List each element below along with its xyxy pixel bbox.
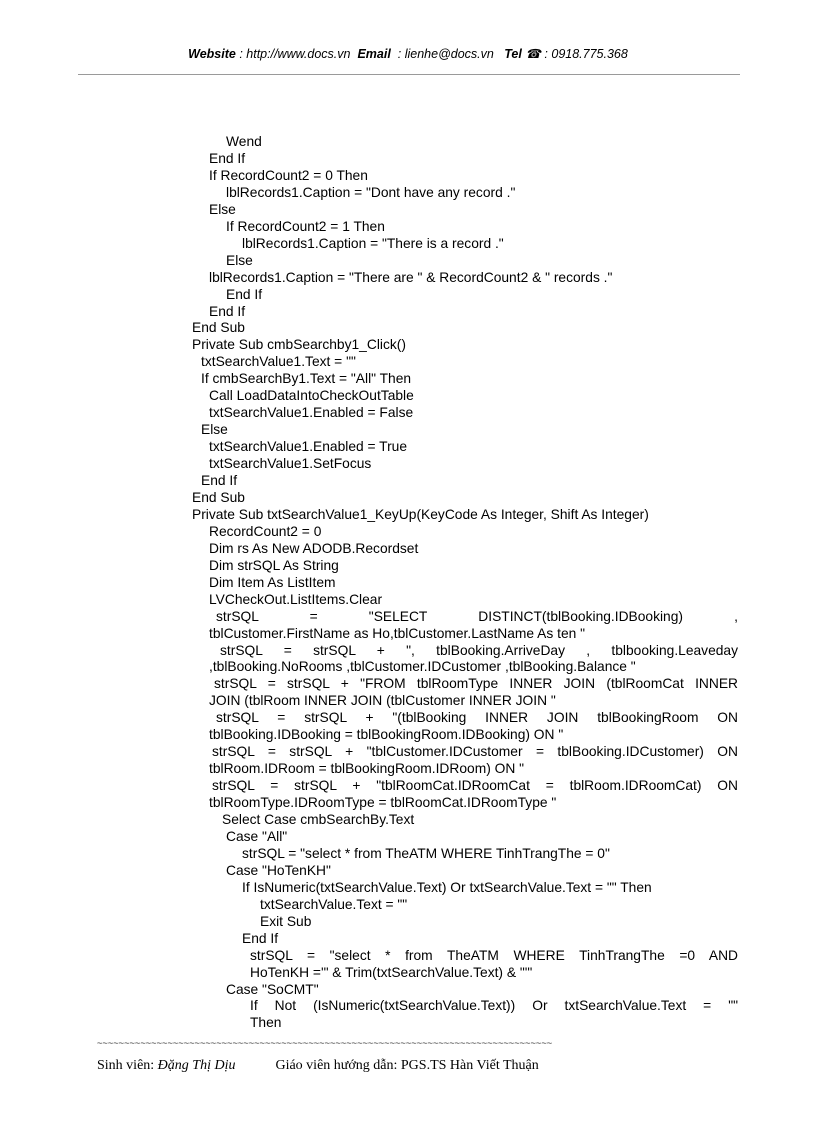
code-line: tblRoom.IDRoom = tblBookingRoom.IDRoom) ON ": [209, 761, 525, 777]
code-line: strSQL = strSQL + "(tblBooking INNER JOIN tblBookingRoom ON: [216, 710, 738, 726]
code-line: JOIN (tblRoom INNER JOIN (tblCustomer INNER JOIN ": [209, 693, 556, 709]
student-label: Sinh viên:: [97, 1058, 155, 1073]
page-footer: [97, 1058, 539, 1074]
code-line: strSQL = strSQL + "tblRoomCat.IDRoomCat = tblRoom.IDRoomCat) ON: [212, 778, 738, 794]
code-line: Case "All": [226, 828, 288, 844]
code-line: Exit Sub: [260, 913, 312, 929]
code-line: Dim strSQL As String: [209, 557, 339, 573]
footer-divider: ~~~~~~~~~~~~~~~~~~~~~~~~~~~~~~~~~~~~~~~~~~~~~~~~~~~~~~~~~~~~~~~~~~~~~~~~~~~~~~~~~~~~: [97, 1041, 553, 1047]
tel-value: : 0918.775.368: [544, 47, 628, 61]
code-line: Else: [201, 422, 228, 438]
code-line: Dim rs As New ADODB.Recordset: [209, 540, 419, 556]
code-line: strSQL = "select * from TheATM WHERE TinhTrangThe =0 AND: [250, 947, 738, 963]
code-line: If cmbSearchBy1.Text = "All" Then: [201, 371, 412, 387]
code-line: End Sub: [192, 320, 245, 336]
code-line: strSQL = strSQL + ", tblBooking.ArriveDay , tblbooking.Leaveday: [220, 642, 738, 658]
code-line: End If: [209, 150, 246, 166]
code-line: ,tblBooking.NoRooms ,tblCustomer.IDCustomer ,tblBooking.Balance ": [209, 659, 636, 675]
code-line: txtSearchValue1.Enabled = True: [209, 439, 408, 455]
code-line: txtSearchValue.Text = "": [260, 896, 408, 912]
code-line: txtSearchValue1.Text = "": [201, 354, 356, 370]
code-line: If RecordCount2 = 0 Then: [209, 167, 368, 183]
code-line: End If: [201, 473, 238, 488]
code-line: txtSearchValue1.SetFocus: [209, 456, 372, 472]
tel-label: Tel: [504, 47, 522, 61]
code-line: Else: [209, 201, 236, 217]
code-line: Else: [226, 252, 253, 268]
code-line: lblRecords1.Caption = "There are " & RecordCount2 & " records .": [209, 269, 613, 285]
code-line: strSQL = strSQL + "tblCustomer.IDCustomer = tblBooking.IDCustomer) ON: [212, 744, 738, 760]
code-line: Call LoadDataIntoCheckOutTable: [209, 388, 414, 404]
header-divider: [78, 74, 740, 75]
code-line: HoTenKH ='" & Trim(txtSearchValue.Text) & "'": [250, 964, 533, 980]
phone-icon: ☎: [525, 47, 541, 61]
code-line: Case "HoTenKH": [226, 862, 331, 878]
code-line: Then: [250, 1015, 282, 1031]
code-line: tblCustomer.FirstName as Ho,tblCustomer.LastName As ten ": [209, 625, 586, 641]
website-label: Website: [188, 47, 236, 61]
page-header: [0, 46, 816, 61]
code-line: txtSearchValue1.Enabled = False: [209, 405, 414, 421]
student-name: Đặng Thị Dịu: [157, 1058, 236, 1073]
code-line: tblBooking.IDBooking = tblBookingRoom.IDBooking) ON ": [209, 727, 564, 743]
website-value: : http://www.docs.vn: [239, 47, 351, 61]
code-line: tblRoomType.IDRoomType = tblRoomCat.IDRoomType ": [209, 795, 557, 811]
code-line: lblRecords1.Caption = "Dont have any record .": [226, 184, 516, 200]
code-line: Dim Item As ListItem: [209, 574, 336, 590]
code-line: If Not (IsNumeric(txtSearchValue.Text)) Or txtSearchValue.Text = "": [250, 998, 738, 1014]
code-line: End If: [226, 286, 263, 302]
code-line: End Sub: [192, 489, 245, 505]
code-line: Case "SoCMT": [226, 981, 319, 997]
code-line: If RecordCount2 = 1 Then: [226, 218, 385, 234]
email-value: : lienhe@docs.vn: [397, 47, 494, 61]
code-line: If IsNumeric(txtSearchValue.Text) Or txtSearchValue.Text = "" Then: [242, 879, 652, 895]
email-label: Email: [357, 47, 391, 61]
code-line: strSQL = "SELECT DISTINCT(tblBooking.IDBooking) ,: [216, 608, 738, 624]
code-line: Private Sub cmbSearchby1_Click(): [192, 337, 406, 353]
code-line: lblRecords1.Caption = "There is a record .": [242, 235, 504, 251]
code-line: End If: [209, 303, 246, 319]
code-line: strSQL = "select * from TheATM WHERE TinhTrangThe = 0": [242, 845, 610, 861]
advisor-label: Giáo viên hướng dẫn:: [275, 1058, 398, 1073]
code-line: End If: [242, 930, 279, 946]
code-line: Wend: [226, 134, 262, 149]
code-line: LVCheckOut.ListItems.Clear: [209, 591, 383, 607]
code-line: Select Case cmbSearchBy.Text: [222, 812, 415, 827]
advisor-name: PGS.TS Hàn Viết Thuận: [400, 1058, 539, 1073]
code-line: strSQL = strSQL + "FROM tblRoomType INNER JOIN (tblRoomCat INNER: [214, 676, 738, 692]
code-line: RecordCount2 = 0: [209, 523, 322, 539]
code-line: Private Sub txtSearchValue1_KeyUp(KeyCode As Integer, Shift As Integer): [192, 506, 649, 522]
